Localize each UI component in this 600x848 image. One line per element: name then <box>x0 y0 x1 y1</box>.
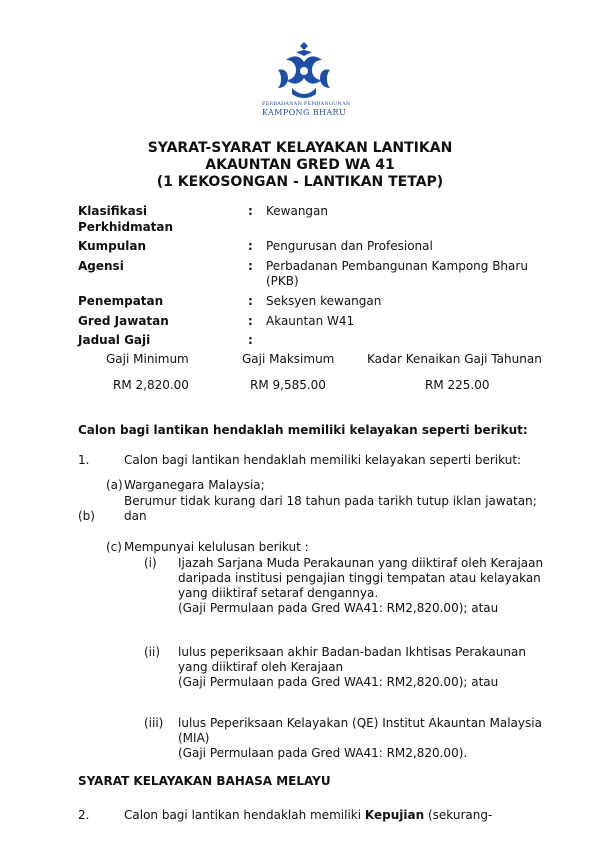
info-colon: : <box>248 258 253 273</box>
salary-header-max: Gaji Maksimum <box>242 352 335 366</box>
item-2-number: 2. <box>78 808 90 822</box>
item-1a-label: (a) <box>106 478 123 492</box>
pkb-logo <box>262 40 351 118</box>
item-2-text-bold: Kepujian <box>364 808 425 822</box>
info-colon: : <box>248 204 253 218</box>
info-label: Agensi <box>78 258 124 273</box>
sub-item-line: yang diiktiraf oleh Kerajaan <box>178 660 344 674</box>
salary-header-min: Gaji Minimum <box>106 352 189 366</box>
item-1c-label: (c) <box>106 540 122 554</box>
pkb-crest-icon <box>272 40 336 100</box>
title-line-2: AKAUNTAN GRED WA 41 <box>205 157 395 173</box>
title-line-1: SYARAT-SYARAT KELAYAKAN LANTIKAN <box>147 140 453 156</box>
item-1b-line-2: dan <box>124 509 147 523</box>
info-row <box>78 204 548 235</box>
item-1a-text: Warganegara Malaysia; <box>124 478 265 492</box>
sub-item-iii-label: (iii) <box>144 716 164 730</box>
sub-item-i-label: (i) <box>144 556 157 570</box>
info-value: Seksyen kewangan <box>266 293 382 308</box>
info-row <box>78 294 548 310</box>
job-info-table <box>78 204 548 353</box>
info-label: Gred Jawatan <box>78 313 169 328</box>
salary-header-increment: Kadar Kenaikan Gaji Tahunan <box>367 352 542 366</box>
item-2-text-before: Calon bagi lantikan hendaklah memiliki <box>124 808 365 822</box>
requirements-heading: Calon bagi lantikan hendaklah memiliki kelayakan seperti berikut: <box>78 423 528 437</box>
info-colon: : <box>248 293 253 308</box>
info-label: Jadual Gaji <box>78 333 151 348</box>
info-value: Pengurusan dan Profesional <box>266 239 433 254</box>
item-2-text-after: (sekurang- <box>424 808 493 822</box>
info-row <box>78 239 548 255</box>
sub-item-i-text <box>178 556 543 616</box>
logo-name-line: KAMPONG BHARU <box>262 107 347 117</box>
info-label: Klasifikasi Perkhidmatan <box>78 204 174 234</box>
sub-item-ii-label: (ii) <box>144 645 161 659</box>
salary-value-max: RM 9,585.00 <box>250 378 326 392</box>
sub-item-line: yang diiktiraf setaraf dengannya. <box>178 586 379 600</box>
sub-item-iii-text <box>178 716 542 761</box>
info-row <box>78 314 548 330</box>
info-value: Kewangan <box>266 204 329 218</box>
info-value: Perbadanan Pembangunan Kampong Bharu (PKB) <box>266 258 528 289</box>
sub-item-line: (Gaji Permulaan pada Gred WA41: RM2,820.00); atau <box>178 601 499 615</box>
sub-item-line: daripada institusi pengajian tinggi tempatan atau kelayakan <box>178 571 541 585</box>
info-colon: : <box>248 313 253 328</box>
item-1b-label: (b) <box>78 509 95 523</box>
info-label: Penempatan <box>78 293 164 308</box>
sub-item-line: (Gaji Permulaan pada Gred WA41: RM2,820.00); atau <box>178 675 499 689</box>
info-value <box>266 333 546 349</box>
info-row <box>78 259 548 290</box>
info-row <box>78 333 548 349</box>
info-label: Kumpulan <box>78 239 147 254</box>
item-1-number: 1. <box>78 453 90 467</box>
item-1c-text: Mempunyai kelulusan berikut : <box>124 540 309 554</box>
sub-item-line: Ijazah Sarjana Muda Perakaunan yang diiktiraf oleh Kerajaan <box>178 556 544 570</box>
salary-value-min: RM 2,820.00 <box>113 378 189 392</box>
sub-item-line: lulus Peperiksaan Kelayakan (QE) Institut Akauntan Malaysia <box>178 716 542 730</box>
item-1b-line-1: Berumur tidak kurang dari 18 tahun pada tarikh tutup iklan jawatan; <box>124 494 537 508</box>
info-value: Akauntan W41 <box>266 313 355 328</box>
salary-value-increment: RM 225.00 <box>425 378 490 392</box>
bm-heading: SYARAT KELAYAKAN BAHASA MELAYU <box>78 774 331 788</box>
item-1-text: Calon bagi lantikan hendaklah memiliki kelayakan seperti berikut: <box>124 453 522 467</box>
sub-item-line: (MIA) <box>178 731 210 745</box>
sub-item-ii-text <box>178 645 526 690</box>
info-colon: : <box>248 239 253 254</box>
logo-org-line: PERBADANAN PEMBANGUNAN <box>262 101 351 107</box>
item-2-text <box>124 808 492 824</box>
title-line-3: (1 KEKOSONGAN - LANTIKAN TETAP) <box>156 174 444 190</box>
sub-item-line: (Gaji Permulaan pada Gred WA41: RM2,820.00). <box>178 746 468 760</box>
sub-item-line: lulus peperiksaan akhir Badan-badan Ikhtisas Perakaunan <box>178 645 526 659</box>
info-colon: : <box>248 333 253 348</box>
page-title <box>0 140 600 191</box>
